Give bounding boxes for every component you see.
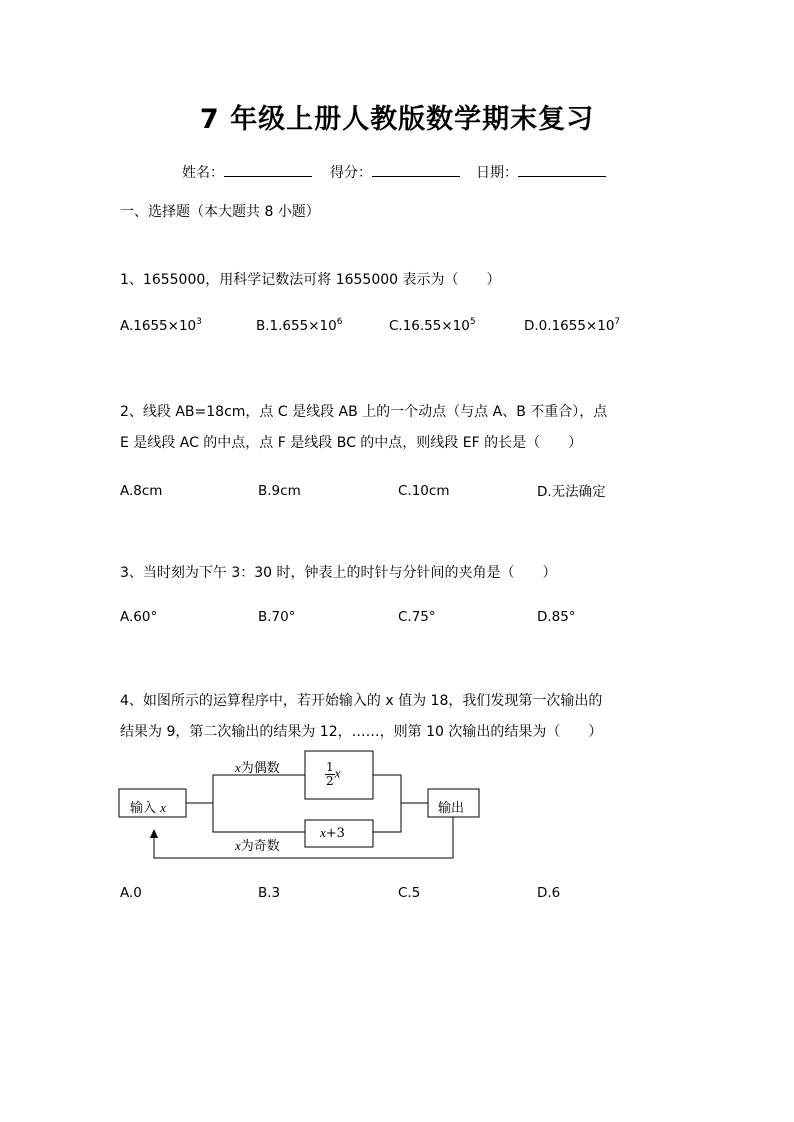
output-label: 输出 <box>438 801 465 816</box>
q3-option-b: B.70° <box>258 609 296 625</box>
to-even-line <box>186 775 305 803</box>
score-label: 得分： <box>330 165 372 181</box>
q1-option-a: $A.1655\times 10^3$ <box>120 317 202 334</box>
question-1-stem: 1、1655000，用科学记数法可将 1655000 表示为（ ） <box>120 272 501 288</box>
q4-option-c: C.5 <box>398 885 421 901</box>
loop-arrow-head <box>150 829 158 838</box>
q2-option-d: D.无法确定 <box>537 484 606 500</box>
section-heading: 一、选择题（本大题共 8 小题） <box>120 204 320 220</box>
q2-option-a: A.8cm <box>120 483 163 499</box>
loop-back-line <box>154 817 453 858</box>
date-label: 日期： <box>476 165 518 181</box>
q4-option-d: D.6 <box>537 885 561 901</box>
half-x-formula: $\frac{1}{2}$ x <box>326 760 341 788</box>
plus-three-formula: x+3 <box>320 825 345 841</box>
even-branch-label: x为偶数 <box>235 760 280 776</box>
to-odd-line <box>213 803 305 832</box>
odd-branch-label: x为奇数 <box>235 838 280 854</box>
q3-option-c: C.75° <box>398 609 436 625</box>
input-label: 输入 x <box>130 800 166 816</box>
question-4-stem-line-1: 4、如图所示的运算程序中，若开始输入的 x 值为 18，我们发现第一次输出的 <box>120 693 603 709</box>
q3-option-a: A.60° <box>120 609 158 625</box>
name-label: 姓名： <box>182 165 224 181</box>
question-2-stem-line-1: 2、线段 AB=18cm，点 C 是线段 AB 上的一个动点（与点 A、B 不重合），点 <box>120 404 608 420</box>
q1-option-c: $C.16.55\times 10^5$ <box>389 317 476 334</box>
q1-option-d: $D.0.1655\times 10^7$ <box>524 317 621 334</box>
merge-line <box>373 775 401 832</box>
q3-option-d: D.85° <box>537 609 576 625</box>
q2-option-c: C.10cm <box>398 483 450 499</box>
page-title: 7 年级上册人教版数学期末复习 <box>199 104 595 135</box>
q2-option-b: B.9cm <box>258 483 301 499</box>
q1-option-b: $B.1.655\times 10^6$ <box>256 317 343 334</box>
question-2-stem-line-2: E 是线段 AC 的中点，点 F 是线段 BC 的中点，则线段 EF 的长是（ ） <box>120 435 583 451</box>
q4-option-b: B.3 <box>258 885 281 901</box>
question-3-stem: 3、当时刻为下午 3：30 时，钟表上的时针与分针间的夹角是（ ） <box>120 565 557 581</box>
question-4-stem-line-2: 结果为 9，第二次输出的结果为 12，……，则第 10 次输出的结果为（ ） <box>120 724 603 740</box>
q4-option-a: A.0 <box>120 885 142 901</box>
